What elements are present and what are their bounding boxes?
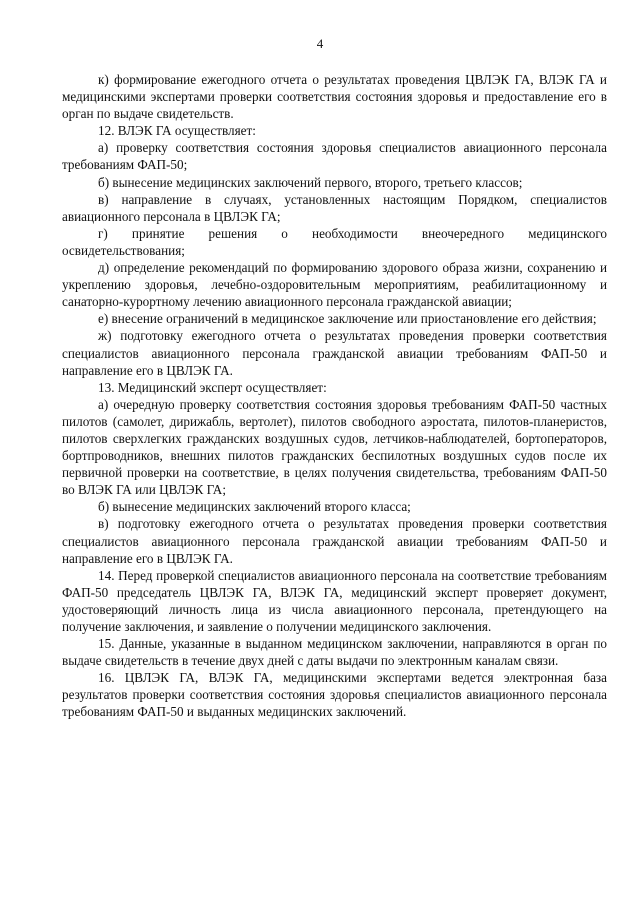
paragraph-12b: б) вынесение медицинских заключений первого, второго, третьего классов; (98, 174, 523, 190)
paragraph-16: 16. ЦВЛЭК ГА, ВЛЭК ГА, медицинскими экспертами ведется электронная база результатов проверки соответствия состояния здоровья специалистов авиационного персонала требованиям ФАП-50 и выданных медицинских заключений. (62, 670, 607, 720)
paragraph-12v: в) направление в случаях, установленных настоящим Порядком, специалистов авиационного персонала в ЦВЛЭК ГА; (62, 191, 607, 224)
paragraph-12d: д) определение рекомендаций по формированию здорового образа жизни, сохранению и укреплению здоровья, лечебно-оздоровительным мероприятиям, реабилитационному и санаторно-курортному лечению авиационного персонала гражданской авиации; (62, 260, 607, 310)
paragraph-14: 14. Перед проверкой специалистов авиационного персонала на соответствие требованиям ФАП-50 председатель ЦВЛЭК ГА, ВЛЭК ГА, медицинский эксперт проверяет документ, удостоверяющий личность лица из числа авиационного персонала, претендующего на получение заключения, и заявление о получении медицинского заключения. (62, 567, 607, 634)
paragraph-12a: а) проверку соответствия состояния здоровья специалистов авиационного персонала требованиям ФАП-50; (62, 140, 607, 173)
paragraph-13a: а) очередную проверку соответствия состояния здоровья требованиям ФАП-50 частных пилотов (самолет, дирижабль, вертолет), пилотов свободного аэростата, пилотов-планеристов, пилотов сверхлегких гражданских воздушных судов, летчиков-наблюдателей, бортоператоров, бортпроводников, внешних пилотов гражданских беспилотных воздушных судов после их первичной проверки на соответствие, в целях получения свидетельства, требованиям ФАП-50 во ВЛЭК ГА или ЦВЛЭК ГА; (62, 396, 607, 498)
paragraph-13b: б) вынесение медицинских заключений второго класса; (98, 499, 411, 515)
paragraph-12g: г) принятие решения о необходимости внеочередного медицинского освидетельствования; (62, 225, 607, 258)
paragraph-13-heading: 13. Медицинский эксперт осуществляет: (98, 379, 327, 395)
paragraph-12e: е) внесение ограничений в медицинское заключение или приостановление его действия; (98, 311, 597, 327)
page-number: 4 (316, 36, 324, 51)
document-body (62, 71, 607, 721)
paragraph-15: 15. Данные, указанные в выданном медицинском заключении, направляются в орган по выдаче свидетельств в течение двух дней с даты выдачи по электронным каналам связи. (62, 636, 607, 669)
paragraph-12-heading: 12. ВЛЭК ГА осуществляет: (98, 123, 256, 139)
paragraph-12zh: ж) подготовку ежегодного отчета о результатах проведения проверки соответствия специалистов авиационного персонала гражданской авиации требованиям ФАП-50 и направление его в ЦВЛЭК ГА. (62, 328, 607, 378)
paragraph-k: к) формирование ежегодного отчета о результатах проведения ЦВЛЭК ГА, ВЛЭК ГА и медицинскими экспертами проверки соответствия состояния здоровья и предоставление его в орган по выдаче свидетельств. (62, 72, 607, 122)
paragraph-13v: в) подготовку ежегодного отчета о результатах проведения проверки соответствия специалистов авиационного персонала гражданской авиации требованиям ФАП-50 и направление его в ЦВЛЭК ГА. (62, 516, 607, 566)
